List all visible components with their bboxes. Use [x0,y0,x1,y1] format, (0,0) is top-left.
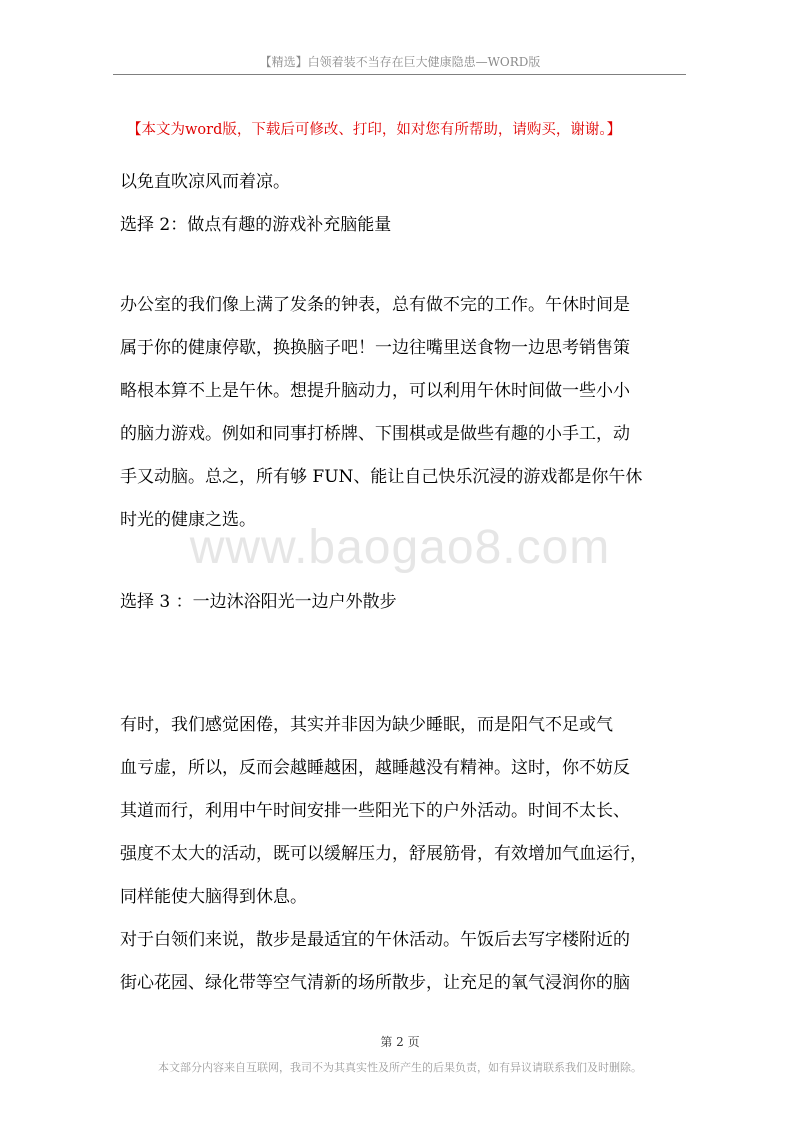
paragraph-line: 对于白领们来说，散步是最适宜的午休活动。午饭后去写字楼附近的 [120,930,630,950]
footer-disclaimer: 本文部分内容来自互联网，我司不为其真实性及所产生的后果负责，如有异议请联系我们及时删除。 [158,1061,642,1074]
paragraph-line: 的脑力游戏。例如和同事打桥牌、下围棋或是做些有趣的小手工，动 [120,424,630,444]
page-number: 第 2 页 [380,1035,420,1049]
paragraph-line: 有时，我们感觉困倦，其实并非因为缺少睡眠，而是阳气不足或气 [120,715,613,735]
section-heading-2: 选择 2：做点有趣的游戏补充脑能量 [120,215,392,235]
paragraph-line: 时光的健康之选。 [120,510,256,530]
paragraph-line: 街心花园、绿化带等空气清新的场所散步，让充足的氧气浸润你的脑 [120,973,630,993]
section-heading-3: 选择 3 ：一边沐浴阳光一边户外散步 [120,592,397,612]
editable-notice: 【本文为word版，下载后可修改、打印，如对您有所帮助，请购买，谢谢。】 [127,122,622,138]
paragraph-line: 强度不太大的活动，既可以缓解压力，舒展筋骨，有效增加气血运行， [120,844,647,864]
watermark: www.baogao8.com [189,521,611,574]
paragraph-line: 其道而行，利用中午时间安排一些阳光下的户外活动。时间不太长、 [120,801,630,821]
paragraph-line: 血亏虚，所以，反而会越睡越困，越睡越没有精神。这时，你不妨反 [120,758,630,778]
paragraph-line: 属于你的健康停歇，换换脑子吧！一边往嘴里送食物一边思考销售策 [120,338,630,358]
paragraph-line: 手又动脑。总之，所有够 FUN、能让自己快乐沉浸的游戏都是你午休 [120,467,643,487]
paragraph-line: 以免直吹凉风而着凉。 [120,172,290,192]
paragraph-line: 办公室的我们像上满了发条的钟表，总有做不完的工作。午休时间是 [120,295,630,315]
paragraph-line: 同样能使大脑得到休息。 [120,887,307,907]
page-header-title: 【精选】白领着装不当存在巨大健康隐患—WORD版 [259,55,541,69]
header-divider [113,74,686,75]
paragraph-line: 略根本算不上是午休。想提升脑动力，可以利用午休时间做一些小小 [120,381,630,401]
